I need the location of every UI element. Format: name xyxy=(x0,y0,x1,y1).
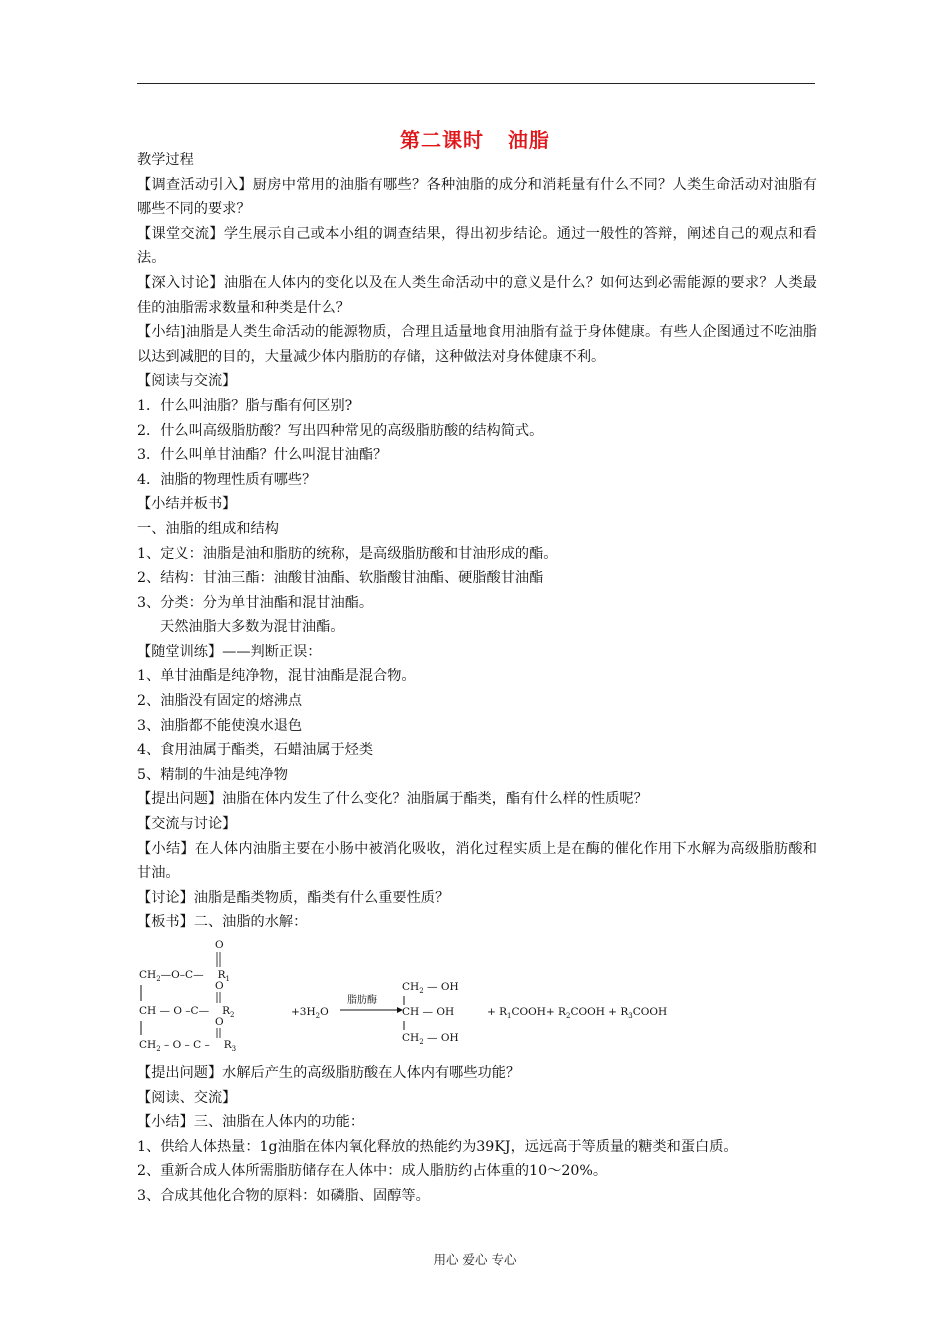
paragraph: 3、分类：分为单甘油酯和混甘油酯。 xyxy=(137,594,374,611)
paragraph: 3．什么叫单甘油酯？什么叫混甘油酯？ xyxy=(137,447,388,464)
reactant-row-3: $CH_2$ – O – C – $R_3$ xyxy=(139,1039,237,1053)
paragraph: 1、单甘油酯是纯净物，混甘油酯是混合物。 xyxy=(137,668,416,685)
paragraph: 【小结】在人体内油脂主要在小肠中被消化吸收，消化过程实质上是在酶的催化作用下水解为高级脂肪酸和甘油。 xyxy=(137,840,817,882)
paragraph: 1、供给人体热量：1g油脂在体内氧化释放的热能约为39KJ，远远高于等质量的糖类和蛋白质。 xyxy=(137,1138,738,1155)
paragraph: 1、定义：油脂是油和脂肪的统称，是高级脂肪酸和甘油形成的酯。 xyxy=(137,545,558,562)
paragraph: 【讨论】油脂是酯类物质，酯类有什么重要性质？ xyxy=(137,889,450,906)
svg-text:O: O xyxy=(215,1016,224,1028)
paragraph: 【提出问题】水解后产生的高级脂肪酸在人体内有哪些功能？ xyxy=(137,1065,521,1081)
reactant-row-1: $CH_2—O-C—$ $R_1$ xyxy=(139,969,230,983)
paragraph: 【小结]油脂是人类生命活动的能源物质，合理且适量地食用油脂有益于身体健康。有些人企图通过不吃油脂以达到减肥的目的，大量减少体内脂肪的存储，这种做法对身体健康不利。 xyxy=(137,324,817,365)
document-body xyxy=(137,148,817,1209)
paragraph: 教学过程 xyxy=(137,152,194,168)
reactant-row-2: CH — O –C— $R_2$ xyxy=(139,1005,235,1019)
paragraph: 3、油脂都不能使溴水退色 xyxy=(137,717,303,734)
paragraph: 天然油脂大多数为混甘油酯。 xyxy=(160,619,345,636)
reactant-triglyceride xyxy=(139,939,236,1053)
paragraph: 1．什么叫油脂？脂与酯有何区别? xyxy=(137,397,353,414)
svg-text:O: O xyxy=(215,939,224,951)
equation-svg xyxy=(137,935,817,1061)
paragraph: 一、油脂的组成和结构 xyxy=(137,520,279,537)
paragraph: 【阅读、交流】 xyxy=(137,1089,237,1106)
paragraph: 【阅读与交流】 xyxy=(137,373,237,390)
paragraphs-after xyxy=(137,1061,817,1209)
fatty-acids: + $R_1COOH+$ $R_2COOH$ + $R_3COOH$ xyxy=(487,1006,668,1020)
svg-text:O: O xyxy=(215,980,224,992)
paragraph: 2、重新合成人体所需脂肪储存在人体中：成人脂肪约占体重的10～20%。 xyxy=(137,1163,608,1180)
paragraph: 【提出问题】油脂在体内发生了什么变化？油脂属于酯类，酯有什么样的性质呢？ xyxy=(137,791,648,808)
paragraph: 【交流与讨论】 xyxy=(137,816,237,833)
paragraph: 4．油脂的物理性质有哪些？ xyxy=(137,471,317,488)
paragraph: 2．什么叫高级脂肪酸？写出四种常见的高级脂肪酸的结构简式。 xyxy=(137,422,544,439)
page-footer: 用心 爱心 专心 xyxy=(433,1252,517,1267)
paragraph: 2、结构：甘油三酯：油酸甘油酯、软脂酸甘油酯、硬脂酸甘油酯 xyxy=(137,570,544,587)
svg-text:CH2 — OH: $CH_2$ — OH xyxy=(402,981,459,995)
svg-text:CH2 — OH: $CH_2$ — OH xyxy=(402,1032,459,1046)
catalyst-label: 脂肪酶 xyxy=(347,995,377,1006)
paragraph: 【小结并板书】 xyxy=(137,496,237,513)
paragraph: 【随堂训练】——判断正误： xyxy=(137,643,322,660)
paragraph: 3、合成其他化合物的原料：如磷脂、固醇等。 xyxy=(137,1187,430,1204)
paragraph: 【板书】二、油脂的水解： xyxy=(137,914,308,931)
paragraph: 5、精制的牛油是纯净物 xyxy=(137,766,288,783)
svg-text:CH — OH: CH — OH xyxy=(402,1006,455,1018)
paragraph: 2、油脂没有固定的熔沸点 xyxy=(137,693,303,710)
paragraph: 【小结】三、油脂在人体内的功能： xyxy=(137,1114,365,1131)
lesson-title: 第二课时 油脂 xyxy=(400,128,550,152)
paragraph: 【课堂交流】学生展示自己或本小组的调查结果，得出初步结论。通过一般性的答辩，阐述自己的观点和看法。 xyxy=(137,225,817,267)
paragraph: 【调查活动引入】厨房中常用的油脂有哪些？各种油脂的成分和消耗量有什么不同？人类生命活动对油脂有哪些不同的要求？ xyxy=(137,176,817,218)
product-glycerol xyxy=(402,981,459,1046)
paragraph: 4、食用油属于酯类，石蜡油属于烃类 xyxy=(137,742,374,759)
water-term: $+3H_2O$ xyxy=(291,1006,329,1020)
header-rule xyxy=(137,83,815,84)
paragraphs-before xyxy=(137,148,817,935)
hydrolysis-equation xyxy=(137,935,817,1061)
paragraph: 【深入讨论】油脂在人体内的变化以及在人类生命活动中的意义是什么？如何达到必需能源的要求？人类最佳的油脂需求数量和种类是什么？ xyxy=(137,274,817,316)
